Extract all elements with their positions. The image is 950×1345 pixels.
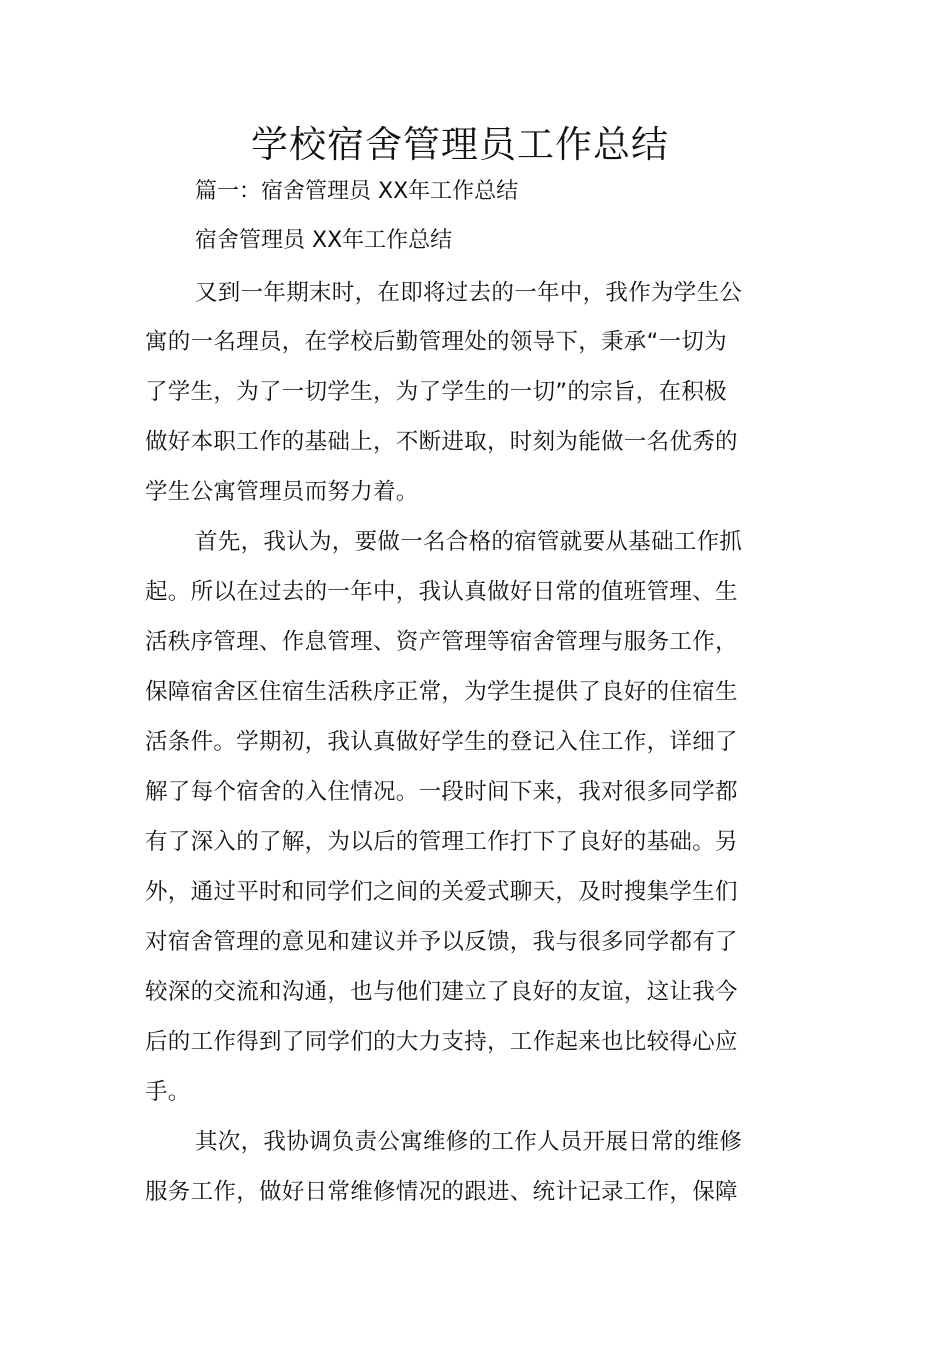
- body-text-line: 做好本职工作的基础上，不断进取，时刻为能做一名优秀的: [145, 429, 738, 455]
- document-title: 学校宿舍管理员工作总结: [251, 123, 669, 166]
- body-text-line: 寓的一名理员，在学校后勤管理处的领导下，秉承“一切为: [145, 329, 727, 355]
- section-heading: 篇一：宿舍管理员 XX年工作总结: [195, 179, 519, 204]
- body-text-line: 了学生，为了一切学生，为了学生的一切”的宗旨，在积极: [145, 379, 727, 405]
- body-text-line: 又到一年期末时，在即将过去的一年中，我作为学生公: [195, 280, 743, 306]
- body-text-line: 活条件。学期初，我认真做好学生的登记入住工作，详细了: [145, 729, 738, 755]
- body-text-line: 对宿舍管理的意见和建议并予以反馈，我与很多同学都有了: [145, 929, 738, 955]
- body-text-line: 解了每个宿舍的入住情况。一段时间下来，我对很多同学都: [145, 779, 738, 805]
- body-text-line: 较深的交流和沟通，也与他们建立了良好的友谊，这让我今: [145, 979, 738, 1005]
- body-text-line: 其次，我协调负责公寓维修的工作人员开展日常的维修: [195, 1129, 743, 1155]
- body-text-line: 手。: [145, 1079, 191, 1105]
- body-text-line: 服务工作，做好日常维修情况的跟进、统计记录工作，保障: [145, 1179, 738, 1205]
- body-text-line: 外，通过平时和同学们之间的关爱式聊天，及时搜集学生们: [145, 879, 738, 905]
- body-text-line: 活秩序管理、作息管理、资产管理等宿舍管理与服务工作，: [145, 629, 738, 655]
- body-text-line: 首先，我认为，要做一名合格的宿管就要从基础工作抓: [195, 529, 743, 555]
- section-subtitle: 宿舍管理员 XX年工作总结: [195, 228, 453, 253]
- body-text-line: 有了深入的了解，为以后的管理工作打下了良好的基础。另: [145, 829, 738, 855]
- body-text-line: 保障宿舍区住宿生活秩序正常，为学生提供了良好的住宿生: [145, 679, 738, 705]
- body-text-line: 起。所以在过去的一年中，我认真做好日常的值班管理、生: [145, 579, 738, 605]
- body-text-line: 后的工作得到了同学们的大力支持，工作起来也比较得心应: [145, 1029, 738, 1055]
- body-text-line: 学生公寓管理员而努力着。: [145, 479, 419, 505]
